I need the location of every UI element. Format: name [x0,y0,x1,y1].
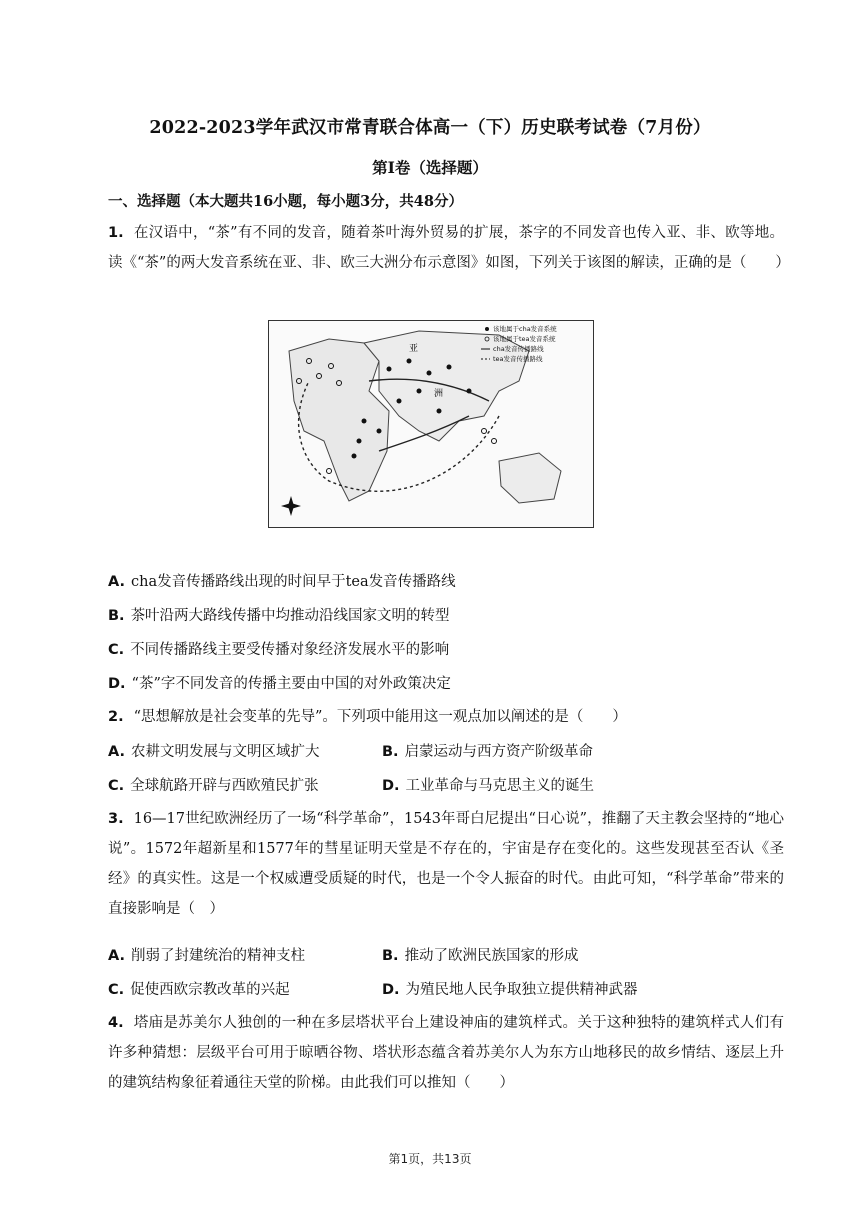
question-1 [108,218,790,278]
legend-cha-system: 该地属于cha发音系统 [493,325,557,333]
question-number: 4. [108,1015,124,1031]
q2-option-a[interactable]: A. 农耕文明发展与文明区域扩大 [108,744,320,760]
q2-option-c[interactable]: C. 全球航路开辟与西欧殖民扩张 [108,778,319,794]
compass-icon [281,496,301,516]
map-label-asia-2: 洲 [434,389,444,399]
map-label-asia-1: 亚 [409,344,419,354]
question-number: 1. [108,225,124,241]
tea-map-figure [268,320,594,528]
q1-option-a[interactable]: A. cha发音传播路线出现的时间早于tea发音传播路线 [108,574,456,590]
section-heading: 一、选择题（本大题共16小题，每小题3分，共48分） [108,193,463,210]
legend-cha-route: cha发音传播路线 [493,345,544,353]
page-footer: 第1页，共13页 [388,1152,472,1166]
question-4 [108,1008,784,1098]
volume-title: 第I卷（选择题） [372,158,488,177]
question-number: 2. [108,709,124,725]
question-stem: 16—17世纪欧洲经历了一场“科学革命”，1543年哥白尼提出“日心说”，推翻了天主教会坚持的“地心说”。1572年超新星和1577年的彗星证明天堂是不存在的，宇宙是存在变化的。这些发现甚至否认《圣经》的真实性。这是一个权威遭受质疑的时代，也是一个令人振奋的时代。由此可知，“科学革命”带来的直接影响是（ ） [108,811,784,917]
world-map-graphic [269,321,593,527]
q1-option-d[interactable]: D. “茶”字不同发音的传播主要由中国的对外政策决定 [108,676,451,692]
question-3 [108,804,784,924]
q1-option-b[interactable]: B. 茶叶沿两大路线传播中均推动沿线国家文明的转型 [108,608,450,624]
question-number: 3. [108,811,124,827]
q3-option-d[interactable]: D. 为殖民地人民争取独立提供精神武器 [382,982,638,998]
q2-option-d[interactable]: D. 工业革命与马克思主义的诞生 [382,778,595,794]
legend-tea-route: tea发音传播路线 [493,355,543,363]
q2-option-b[interactable]: B. 启蒙运动与西方资产阶级革命 [382,744,594,760]
question-stem: 塔庙是苏美尔人独创的一种在多层塔状平台上建设神庙的建筑样式。关于这种独特的建筑样式人们有许多种猜想：层级平台可用于晾晒谷物、塔状形态蕴含着苏美尔人为东方山地移民的故乡情结、逐层上升的建筑结构象征着通往天堂的阶梯。由此我们可以推知（ ） [108,1015,784,1091]
legend-tea-system: 该地属于tea发音系统 [493,335,556,343]
question-2 [108,702,784,732]
q3-option-b[interactable]: B. 推动了欧洲民族国家的形成 [382,948,579,964]
exam-title: 2022-2023学年武汉市常青联合体高一（下）历史联考试卷（7月份） [149,118,711,138]
q3-option-a[interactable]: A. 削弱了封建统治的精神支柱 [108,948,305,964]
q3-option-c[interactable]: C. 促使西欧宗教改革的兴起 [108,982,290,998]
question-stem: “思想解放是社会变革的先导”。下列项中能用这一观点加以阐述的是（ ） [133,709,627,725]
q1-option-c[interactable]: C. 不同传播路线主要受传播对象经济发展水平的影响 [108,642,450,658]
question-stem: 在汉语中，“茶”有不同的发音，随着茶叶海外贸易的扩展，茶字的不同发音也传入亚、非、欧等地。读《“茶”的两大发音系统在亚、非、欧三大洲分布示意图》如图，下列关于该图的解读，正确的是（ ） [108,225,790,271]
